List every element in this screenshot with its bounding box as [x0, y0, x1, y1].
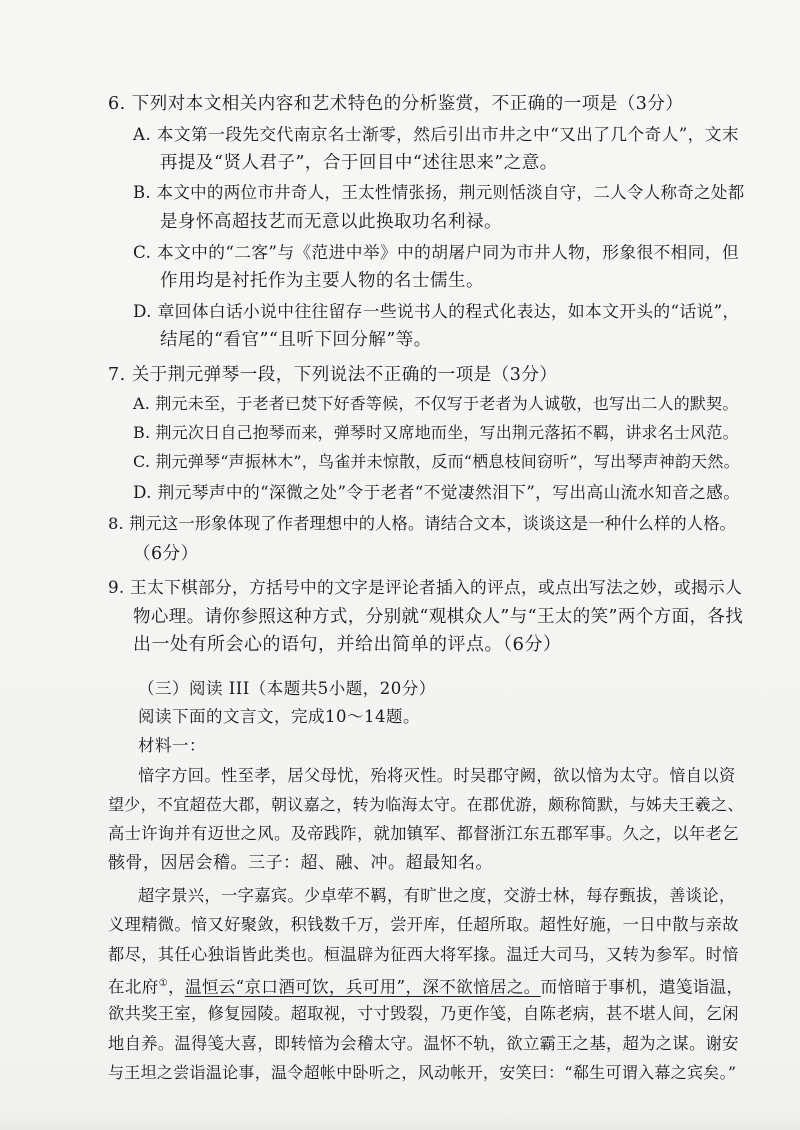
passage-p2-line4-comma: ，	[168, 977, 185, 997]
passage-p2-line5: 欲共奖王室，修复园陵。超取视，寸寸毁裂，乃更作笺，自陈老病，甚不堪人间，乞闲	[108, 1004, 739, 1023]
passage-p2-line7: 与王坦之尝诣温论事，温令超帐中卧听之，风动帐开，安笑曰：“郗生可谓入幕之宾矣。”	[108, 1063, 737, 1082]
section3-instruction: 阅读下面的文言文，完成10～14题。	[138, 707, 420, 726]
q7-option-d: D. 荆元琴声中的“深微之处”令于老者“不觉凄然泪下”，写出高山流水知音之感。	[133, 482, 741, 502]
passage-p2-line4-end: 而愔暗于事机，遣笺诣温，	[540, 977, 744, 997]
q6-option-c-line2: 作用均是衬托作为主要人物的名士儒生。	[160, 271, 484, 291]
passage-p2-line4	[108, 972, 743, 1000]
q8-line2: （6分）	[133, 544, 199, 564]
footnote-marker: ①	[158, 978, 169, 989]
section3-title: （三）阅读 III（本题共5小题，20分）	[138, 679, 436, 698]
passage-p2-line6: 地自养。温得笺大喜，即转愔为会稽太守。温怀不轨，欲立霸王之基，超为之谋。谢安	[108, 1034, 739, 1053]
passage-p1-line1: 愔字方回。性至孝，居父母忧，殆将灭性。时吴郡守阙，欲以愔为太守。愔自以资	[138, 766, 736, 785]
q6-option-b-line2: 是身怀高超技艺而无意以此换取功名利禄。	[160, 212, 502, 232]
q7-option-b: B. 荆元次日自己抱琴而来，弹琴时又席地而坐，写出荆元落拓不羁，讲求名士风范。	[133, 423, 739, 442]
q6-option-c-line1: C. 本文中的“二客”与《范进中举》中的胡屠户同为市井人物，形象很不相同，但	[133, 242, 740, 262]
q6-option-a-line1: A. 本文第一段先交代南京名士渐零，然后引出市井之中“又出了几个奇人”，文末	[133, 124, 739, 144]
q6-stem: 6. 下列对本文相关内容和艺术特色的分析鉴赏，不正确的一项是（3分）	[108, 94, 684, 114]
q7-option-a: A. 荆元未至，于老者已焚下好香等候，不仅写于老者为人诚敬，也写出二人的默契。	[133, 394, 739, 413]
passage-p2-line1: 超字景兴，一字嘉宾。少卓荦不羁，有旷世之度，交游士林，每存甄拔，善谈论，	[138, 886, 736, 905]
q9-line3: 出一处有所会心的语句，并给出简单的评点。（6分）	[133, 634, 562, 655]
q6-option-a-line2: 再提及“贤人君子”，合于回目中“述往思来”之意。	[160, 153, 558, 173]
passage-p1-line4: 骸骨，因居会稽。三子：超、融、冲。超最知名。	[108, 853, 493, 873]
q9-line1: 9. 王太下棋部分，方括号中的文字是评论者插入的评点，或点出写法之妙，或揭示人	[108, 577, 743, 597]
passage-p1-line3: 高士许询并有迈世之风。及帝践阼，就加镇军、都督浙江东五郡军事。久之，以年老乞	[108, 824, 739, 843]
q7-stem: 7. 关于荆元弹琴一段，下列说法不正确的一项是（3分）	[108, 365, 558, 385]
passage-p2-line3: 都尽，其任心独诣皆此类也。桓温辟为征西大将军掾。温迁大司马，又转为参军。时愔	[108, 945, 739, 964]
q6-option-d-line2: 结尾的“看官”“且听下回分解”等。	[160, 330, 432, 350]
passage-p2-line2: 义理精微。愔又好聚敛，积钱数千万，尝开库，任超所取。超性好施，一日中散与亲故	[108, 915, 739, 934]
q6-option-b-line1: B. 本文中的两位市井奇人，王太性情张扬，荆元则恬淡自守，二人令人称奇之处都	[133, 183, 745, 202]
passage-p1-line2: 望少，不宜超莅大郡，朝议嘉之，转为临海太守。在郡优游，颇称简默，与姊夫王羲之、	[108, 795, 744, 814]
q7-option-c: C. 荆元弹琴“声振林木”，鸟雀并未惊散，反而“栖息枝间窃听”，写出琴声神韵天然。	[133, 452, 740, 471]
material-one-label: 材料一：	[138, 736, 206, 755]
q8-line1: 8. 荆元这一形象体现了作者理想中的人格。请结合文本，谈谈这是一种什么样的人格。	[108, 514, 736, 533]
q6-option-d-line1: D. 章回体白话小说中往往留存一些说书人的程式化表达，如本文开头的“话说”，	[133, 301, 740, 321]
underlined-sentence: 温恒云“京口酒可饮，兵可用”，深不欲愔居之。	[184, 977, 541, 997]
q9-line2: 物心理。请你参照这种方式，分别就“观棋众人”与“王太的笑”两个方面，各找	[133, 607, 744, 627]
passage-p2-line4-start: 在北府	[108, 977, 159, 997]
page-bottom-shadow	[0, 1108, 800, 1130]
